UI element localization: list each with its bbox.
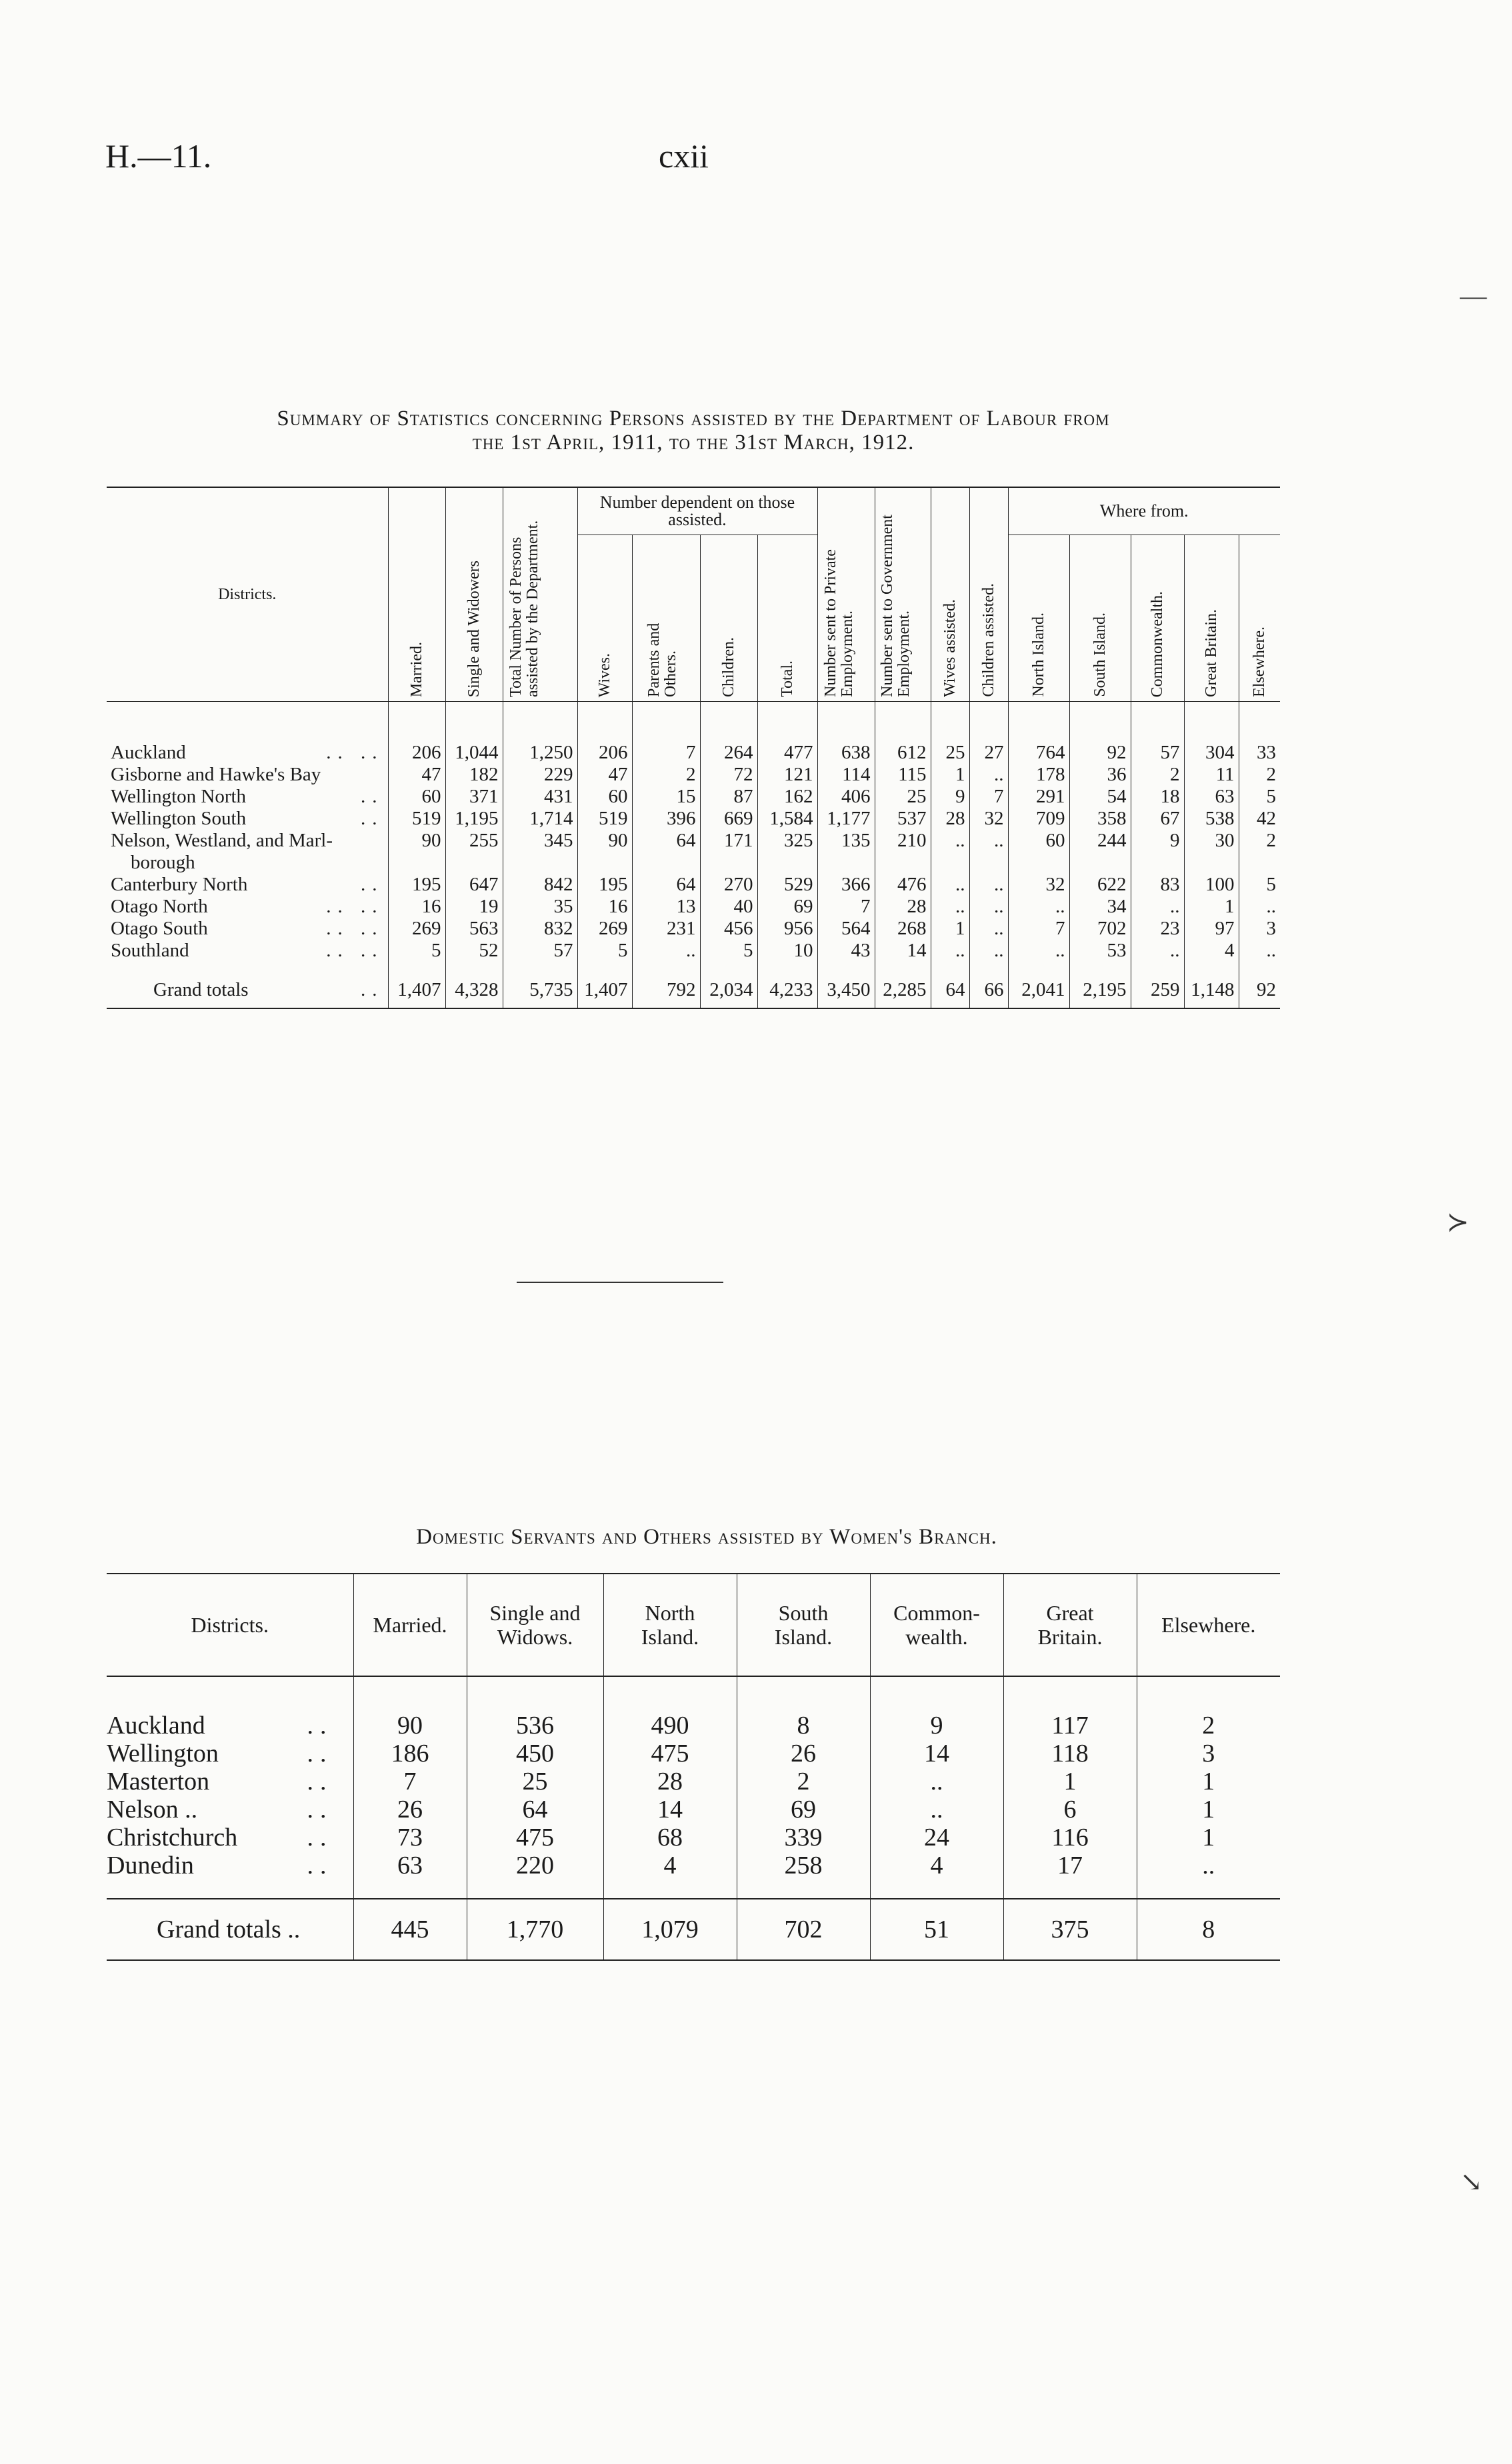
cell-value: 1	[931, 764, 969, 786]
th-government: Number sent to Government Employment.	[875, 487, 931, 702]
cell-value: 47	[577, 764, 632, 786]
table-row	[107, 702, 1280, 764]
cell-value: 26	[353, 1796, 467, 1824]
cell-value: 186	[353, 1740, 467, 1768]
cell-value: 5	[577, 940, 632, 962]
cell-value: 258	[737, 1851, 870, 1899]
cell-value: 118	[1003, 1740, 1137, 1768]
cell-value: 54	[1069, 786, 1131, 808]
cell-value: 1,195	[445, 808, 503, 830]
th-elsewhere: Elsewhere.	[1239, 535, 1280, 702]
total-value: 8	[1137, 1899, 1280, 1960]
cell-value: 28	[875, 896, 931, 918]
cell-value: 269	[577, 918, 632, 940]
cell-value: 26	[737, 1740, 870, 1768]
cell-value: 114	[817, 764, 875, 786]
cell-value: 450	[467, 1740, 603, 1768]
table-row	[107, 940, 1280, 962]
cell-value: 68	[603, 1824, 737, 1851]
cell-value: 842	[503, 874, 577, 896]
cell-value: 1	[931, 918, 969, 940]
total-value: 259	[1131, 962, 1184, 1008]
cell-value: 57	[503, 940, 577, 962]
cell-value: 8	[737, 1676, 870, 1740]
cell-value: 25	[467, 1768, 603, 1796]
cell-value: 16	[388, 896, 445, 918]
cell-value: 1	[1003, 1768, 1137, 1796]
page-number: cxii	[659, 137, 709, 175]
cell-value: 14	[603, 1796, 737, 1824]
total-value: 1,407	[577, 962, 632, 1008]
district-name: Wellington South ..	[111, 808, 384, 829]
cell-value: ..	[969, 896, 1008, 918]
cell-value: 1,584	[757, 808, 817, 830]
cell-value: 115	[875, 764, 931, 786]
cell-value: ..	[1008, 940, 1069, 962]
total-value: 4,328	[445, 962, 503, 1008]
cell-value: 33	[1239, 702, 1280, 764]
cell-value: 69	[737, 1796, 870, 1824]
cell-value: 28	[931, 808, 969, 830]
cell-value: 13	[632, 896, 700, 918]
cell-value: 57	[1131, 702, 1184, 764]
cell-value: 195	[577, 874, 632, 896]
cell-value: 4	[870, 1851, 1003, 1899]
cell-value: 19	[445, 896, 503, 918]
total-value: 5,735	[503, 962, 577, 1008]
cell-value: 52	[445, 940, 503, 962]
cell-value: 43	[817, 940, 875, 962]
cell-value: ..	[969, 830, 1008, 874]
cell-value: 178	[1008, 764, 1069, 786]
district-name: Otago South .. ..	[111, 918, 384, 939]
column-header: North Island.	[603, 1574, 737, 1676]
total-value: 1,407	[388, 962, 445, 1008]
cell-value: 100	[1184, 874, 1239, 896]
cell-value: ..	[969, 940, 1008, 962]
cell-value: 67	[1131, 808, 1184, 830]
cell-value: 5	[388, 940, 445, 962]
cell-value: 477	[757, 702, 817, 764]
cell-value: 10	[757, 940, 817, 962]
cell-value: 5	[1239, 874, 1280, 896]
page-ref: H.—11.	[105, 137, 212, 175]
total-value: 66	[969, 962, 1008, 1008]
cell-value: 5	[1239, 786, 1280, 808]
th-single: Single and Widowers	[445, 487, 503, 702]
cell-value: 709	[1008, 808, 1069, 830]
cell-value: 475	[603, 1740, 737, 1768]
cell-value: 97	[1184, 918, 1239, 940]
margin-mark: ↘	[1460, 2167, 1483, 2197]
total-value: 51	[870, 1899, 1003, 1960]
cell-value: 519	[577, 808, 632, 830]
cell-value: 7	[817, 896, 875, 918]
th-total-persons: Total Number of Persons assisted by the Department.	[503, 487, 577, 702]
cell-value: 14	[875, 940, 931, 962]
cell-value: ..	[931, 830, 969, 874]
cell-value: 83	[1131, 874, 1184, 896]
cell-value: 32	[969, 808, 1008, 830]
cell-value: 669	[700, 808, 757, 830]
cell-value: 15	[632, 786, 700, 808]
cell-value: ..	[1137, 1851, 1280, 1899]
cell-value: 14	[870, 1740, 1003, 1768]
cell-value: ..	[1239, 896, 1280, 918]
cell-value: 90	[353, 1676, 467, 1740]
cell-value: 1	[1137, 1768, 1280, 1796]
cell-value: 60	[577, 786, 632, 808]
cell-value: 64	[467, 1796, 603, 1824]
cell-value: 622	[1069, 874, 1131, 896]
cell-value: 956	[757, 918, 817, 940]
cell-value: 35	[503, 896, 577, 918]
cell-value: 832	[503, 918, 577, 940]
total-value: 4,233	[757, 962, 817, 1008]
cell-value: 25	[875, 786, 931, 808]
cell-value: 396	[632, 808, 700, 830]
cell-value: 92	[1069, 702, 1131, 764]
cell-value: 537	[875, 808, 931, 830]
cell-value: 1,177	[817, 808, 875, 830]
cell-value: 1	[1184, 896, 1239, 918]
cell-value: 264	[700, 702, 757, 764]
th-where-from: Where from.	[1008, 487, 1280, 535]
cell-value: 358	[1069, 808, 1131, 830]
table1-title-line1: Summary of Statistics concerning Persons assisted by the Department of Labour from	[277, 407, 1110, 431]
cell-value: 519	[388, 808, 445, 830]
cell-value: 206	[388, 702, 445, 764]
cell-value: 325	[757, 830, 817, 874]
cell-value: ..	[1239, 940, 1280, 962]
cell-value: 16	[577, 896, 632, 918]
section-divider	[517, 1282, 723, 1283]
cell-value: 564	[817, 918, 875, 940]
cell-value: 371	[445, 786, 503, 808]
cell-value: 63	[353, 1851, 467, 1899]
cell-value: 90	[388, 830, 445, 874]
district-name: Auckland ..	[107, 1712, 333, 1740]
district-name: Auckland .. ..	[111, 742, 384, 763]
cell-value: 40	[700, 896, 757, 918]
cell-value: 23	[1131, 918, 1184, 940]
cell-value: 563	[445, 918, 503, 940]
table-row	[107, 786, 1280, 808]
cell-value: 3	[1137, 1740, 1280, 1768]
cell-value: ..	[1008, 896, 1069, 918]
column-header: Great Britain.	[1003, 1574, 1137, 1676]
cell-value: 69	[757, 896, 817, 918]
margin-mark: ≻	[1447, 1207, 1469, 1237]
total-value: 3,450	[817, 962, 875, 1008]
cell-value: 9	[931, 786, 969, 808]
cell-value: 36	[1069, 764, 1131, 786]
cell-value: 339	[737, 1824, 870, 1851]
cell-value: 63	[1184, 786, 1239, 808]
cell-value: 25	[931, 702, 969, 764]
cell-value: 206	[577, 702, 632, 764]
total-value: 64	[931, 962, 969, 1008]
total-value: 1,770	[467, 1899, 603, 1960]
cell-value: 229	[503, 764, 577, 786]
table-row	[107, 874, 1280, 896]
cell-value: 647	[445, 874, 503, 896]
district-name: Canterbury North ..	[111, 874, 384, 895]
column-header: Common-wealth.	[870, 1574, 1003, 1676]
table-row	[107, 1824, 1280, 1851]
district-name: Masterton ..	[107, 1768, 333, 1796]
cell-value: 60	[1008, 830, 1069, 874]
cell-value: 32	[1008, 874, 1069, 896]
th-children: Children.	[700, 535, 757, 702]
grand-totals-label: Grand totals ..	[107, 962, 388, 1008]
cell-value: 195	[388, 874, 445, 896]
column-header: Single and Widows.	[467, 1574, 603, 1676]
cell-value: 1,044	[445, 702, 503, 764]
cell-value: 24	[870, 1824, 1003, 1851]
table1-title	[107, 407, 1280, 455]
cell-value: 27	[969, 702, 1008, 764]
grand-totals-label: Grand totals ..	[107, 1899, 353, 1960]
cell-value: 244	[1069, 830, 1131, 874]
th-total: Total.	[757, 535, 817, 702]
total-value: 92	[1239, 962, 1280, 1008]
table-row	[107, 764, 1280, 786]
labour-statistics-table	[107, 487, 1280, 1009]
table1-title-line2: the 1st April, 1911, to the 31st March, 1912.	[472, 431, 915, 455]
grand-totals-row	[107, 962, 1280, 1008]
th-south-island: South Island.	[1069, 535, 1131, 702]
cell-value: 638	[817, 702, 875, 764]
cell-value: 3	[1239, 918, 1280, 940]
cell-value: ..	[870, 1768, 1003, 1796]
cell-value: 53	[1069, 940, 1131, 962]
cell-value: 304	[1184, 702, 1239, 764]
cell-value: 406	[817, 786, 875, 808]
total-value: 2,285	[875, 962, 931, 1008]
total-value: 792	[632, 962, 700, 1008]
cell-value: 64	[632, 874, 700, 896]
cell-value: 6	[1003, 1796, 1137, 1824]
cell-value: 135	[817, 830, 875, 874]
cell-value: 7	[353, 1768, 467, 1796]
cell-value: ..	[931, 896, 969, 918]
cell-value: 28	[603, 1768, 737, 1796]
th-wives: Wives.	[577, 535, 632, 702]
th-married: Married.	[388, 487, 445, 702]
cell-value: 9	[1131, 830, 1184, 874]
cell-value: 1,714	[503, 808, 577, 830]
cell-value: 7	[632, 702, 700, 764]
total-value: 2,034	[700, 962, 757, 1008]
th-commonwealth: Commonwealth.	[1131, 535, 1184, 702]
district-name: Dunedin ..	[107, 1851, 333, 1879]
cell-value: 2	[1131, 764, 1184, 786]
cell-value: 220	[467, 1851, 603, 1899]
th-north-island: North Island.	[1008, 535, 1069, 702]
cell-value: 2	[1239, 830, 1280, 874]
cell-value: 42	[1239, 808, 1280, 830]
cell-value: 2	[632, 764, 700, 786]
cell-value: 4	[603, 1851, 737, 1899]
total-value: 445	[353, 1899, 467, 1960]
cell-value: 612	[875, 702, 931, 764]
total-value: 2,041	[1008, 962, 1069, 1008]
grand-totals-row	[107, 1899, 1280, 1960]
district-name: Nelson .. ..	[107, 1796, 333, 1824]
cell-value: 171	[700, 830, 757, 874]
cell-value: 529	[757, 874, 817, 896]
table-row	[107, 918, 1280, 940]
cell-value: 1,250	[503, 702, 577, 764]
cell-value: 764	[1008, 702, 1069, 764]
cell-value: 7	[969, 786, 1008, 808]
column-header: South Island.	[737, 1574, 870, 1676]
cell-value: 11	[1184, 764, 1239, 786]
cell-value: 2	[1239, 764, 1280, 786]
cell-value: 47	[388, 764, 445, 786]
th-children-assisted: Children assisted.	[969, 487, 1008, 702]
district-name: Nelson, Westland, and Marl- borough	[111, 830, 333, 873]
cell-value: 269	[388, 918, 445, 940]
district-name: Wellington ..	[107, 1740, 333, 1768]
cell-value: 268	[875, 918, 931, 940]
cell-value: ..	[969, 874, 1008, 896]
cell-value: 117	[1003, 1676, 1137, 1740]
total-value: 702	[737, 1899, 870, 1960]
district-name: Gisborne and Hawke's Bay	[111, 764, 321, 785]
cell-value: ..	[969, 918, 1008, 940]
cell-value: ..	[1131, 940, 1184, 962]
th-districts: Districts.	[107, 487, 388, 702]
cell-value: ..	[931, 940, 969, 962]
th-great-britain: Great Britain.	[1184, 535, 1239, 702]
column-header: Districts.	[107, 1574, 353, 1676]
cell-value: 210	[875, 830, 931, 874]
cell-value: ..	[632, 940, 700, 962]
cell-value: 17	[1003, 1851, 1137, 1899]
cell-value: ..	[931, 874, 969, 896]
cell-value: 4	[1184, 940, 1239, 962]
cell-value: 476	[875, 874, 931, 896]
cell-value: 702	[1069, 918, 1131, 940]
cell-value: 231	[632, 918, 700, 940]
cell-value: 536	[467, 1676, 603, 1740]
cell-value: 255	[445, 830, 503, 874]
cell-value: 73	[353, 1824, 467, 1851]
cell-value: 2	[1137, 1676, 1280, 1740]
cell-value: ..	[870, 1796, 1003, 1824]
district-name: Wellington North ..	[111, 786, 384, 807]
th-private: Number sent to Private Employment.	[817, 487, 875, 702]
total-value: 375	[1003, 1899, 1137, 1960]
column-header: Married.	[353, 1574, 467, 1676]
table-row	[107, 1676, 1280, 1740]
cell-value: 431	[503, 786, 577, 808]
cell-value: 90	[577, 830, 632, 874]
cell-value: 64	[632, 830, 700, 874]
total-value: 2,195	[1069, 962, 1131, 1008]
cell-value: 182	[445, 764, 503, 786]
cell-value: 9	[870, 1676, 1003, 1740]
table-row	[107, 896, 1280, 918]
district-name: Southland .. ..	[111, 940, 384, 961]
cell-value: 490	[603, 1676, 737, 1740]
cell-value: 1	[1137, 1824, 1280, 1851]
cell-value: ..	[1131, 896, 1184, 918]
cell-value: 116	[1003, 1824, 1137, 1851]
cell-value: 34	[1069, 896, 1131, 918]
cell-value: 121	[757, 764, 817, 786]
cell-value: 72	[700, 764, 757, 786]
cell-value: 475	[467, 1824, 603, 1851]
cell-value: 18	[1131, 786, 1184, 808]
table2-title: Domestic Servants and Others assisted by Women's Branch.	[416, 1525, 997, 1549]
column-header: Elsewhere.	[1137, 1574, 1280, 1676]
cell-value: 30	[1184, 830, 1239, 874]
cell-value: 291	[1008, 786, 1069, 808]
district-name: Christchurch ..	[107, 1824, 333, 1851]
table-row	[107, 1768, 1280, 1796]
total-value: 1,148	[1184, 962, 1239, 1008]
cell-value: 162	[757, 786, 817, 808]
table-row	[107, 830, 1280, 874]
district-name: Otago North .. ..	[111, 896, 384, 917]
total-value: 1,079	[603, 1899, 737, 1960]
cell-value: 1	[1137, 1796, 1280, 1824]
th-parents: Parents and Others.	[632, 535, 700, 702]
cell-value: 456	[700, 918, 757, 940]
cell-value: 5	[700, 940, 757, 962]
cell-value: 345	[503, 830, 577, 874]
cell-value: 538	[1184, 808, 1239, 830]
margin-mark: —	[1460, 281, 1487, 311]
table-row	[107, 1740, 1280, 1768]
cell-value: 366	[817, 874, 875, 896]
table-row	[107, 1796, 1280, 1824]
table-row	[107, 808, 1280, 830]
cell-value: 87	[700, 786, 757, 808]
womens-branch-table	[107, 1573, 1280, 1961]
th-dependent-group: Number dependent on those assisted.	[577, 487, 817, 535]
cell-value: 60	[388, 786, 445, 808]
th-wives-assisted: Wives assisted.	[931, 487, 969, 702]
cell-value: ..	[969, 764, 1008, 786]
cell-value: 2	[737, 1768, 870, 1796]
cell-value: 270	[700, 874, 757, 896]
table-row	[107, 1851, 1280, 1899]
cell-value: 7	[1008, 918, 1069, 940]
